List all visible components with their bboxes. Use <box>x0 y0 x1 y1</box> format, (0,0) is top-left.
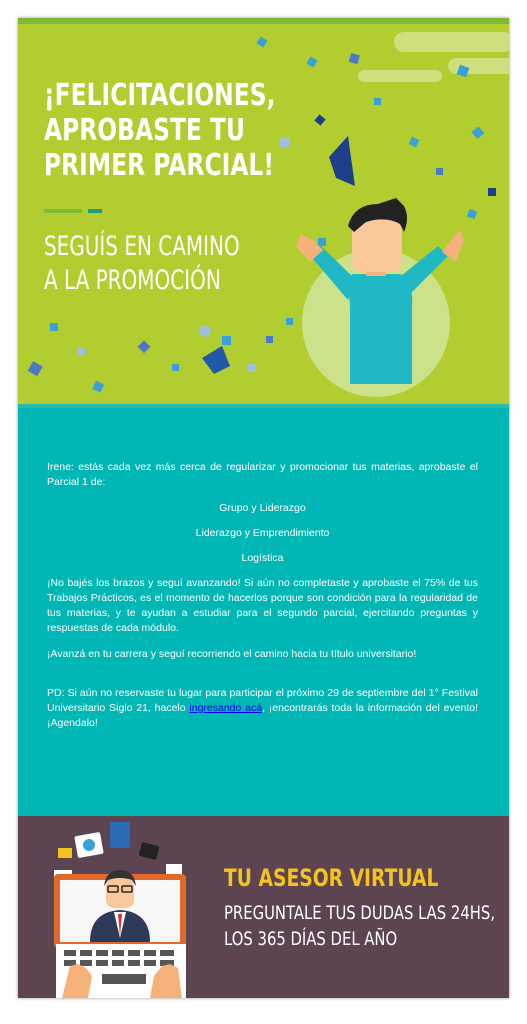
ps-text: PD: Si aún no reservaste tu lugar para participar el próximo 29 de septiembre del 1° Festival Universitario Siglo 21, hacelo <box>47 687 478 714</box>
advisor-subtitle <box>224 900 495 952</box>
hero-subtitle <box>44 230 240 298</box>
celebrating-student-graphic <box>296 198 464 397</box>
hero-title-line-2: APROBASTE TU <box>44 113 246 148</box>
laptop-advisor-graphic <box>54 822 186 998</box>
advisor-title: TU ASESOR VIRTUAL <box>224 864 439 892</box>
hero-subtitle-line-1: SEGUÍS EN CAMINO <box>44 231 240 262</box>
clouds-graphic <box>358 32 509 82</box>
hero-title-line-3: PRIMER PARCIAL! <box>44 148 275 183</box>
advisor-line-2: LOS 365 DÍAS DEL AÑO <box>224 928 398 950</box>
event-info-link[interactable]: ingresando acá <box>189 702 263 714</box>
intro-paragraph: Irene: estás cada vez más cerca de regularizar y promocionar tus materias, aprobaste el Parcial 1 de: <box>47 461 478 488</box>
subject-item-3: Logística <box>241 552 284 564</box>
hero-subtitle-line-2: A LA PROMOCIÓN <box>44 265 221 296</box>
advance-paragraph: ¡Avanzá en tu carrera y seguí recorriendo el camino hacia tu título universitario! <box>47 648 417 660</box>
motivation-paragraph: ¡No bajés los brazos y seguí avanzando! Si aún no completaste y aprobaste el 75% de tus Trabajos Prácticos, es el momento de hacerlos porque son condición para la regularidad de tus materias, y te ayudan a estudiar para el segundo parcial, ejercitando preguntas y respuestas de cada módulo. <box>47 577 478 634</box>
message-text <box>47 460 478 742</box>
message-body <box>18 408 509 816</box>
ps-paragraph <box>47 686 478 731</box>
virtual-advisor-banner <box>18 816 509 998</box>
subject-item-2: Liderazgo y Emprendimiento <box>195 527 330 539</box>
hero-illustration <box>18 18 509 408</box>
subject-item-1: Grupo y Liderazgo <box>219 502 306 514</box>
advisor-line-1: PREGUNTALE TUS DUDAS LAS 24HS, <box>224 902 496 924</box>
hero-title-line-1: ¡FELICITACIONES, <box>44 78 276 113</box>
hero-banner <box>18 18 509 408</box>
ps-text-end: , ¡encontrarás toda la información del evento! ¡Agendalo! <box>47 702 479 729</box>
hero-title <box>44 78 276 183</box>
email-card <box>18 18 509 998</box>
